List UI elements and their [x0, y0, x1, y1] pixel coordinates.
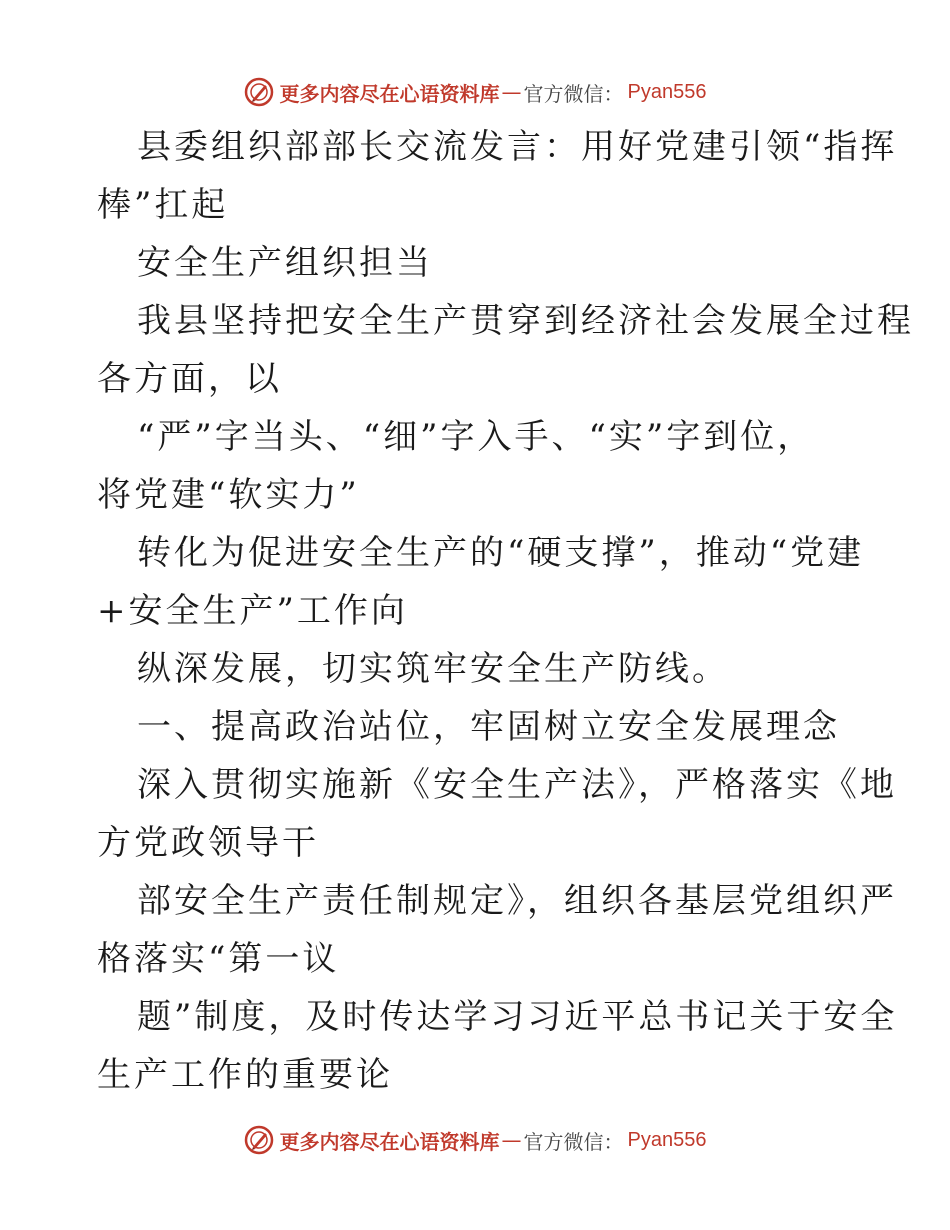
paragraph-line: 方党政领导干	[97, 823, 319, 863]
footer-banner	[0, 1120, 950, 1160]
paragraph-line: 深入贯彻实施新《安全生产法》，严格落实《地	[137, 765, 897, 805]
paragraph-line: 将党建“软实力”	[97, 475, 360, 515]
paragraph-line: 题”制度，及时传达学习习近平总书记关于安全	[137, 997, 898, 1037]
document-body	[97, 118, 914, 1104]
document-title-line-1: 县委组织部部长交流发言：用好党建引领“指挥	[137, 127, 898, 167]
pen-logo-icon	[244, 1125, 274, 1155]
paragraph-line: +安全生产”工作向	[97, 591, 408, 631]
banner-wechat-id: Pyan556	[627, 1128, 707, 1151]
paragraph-line: 纵深发展，切实筑牢安全生产防线。	[137, 649, 729, 689]
section-heading: 一、提高政治站位，牢固树立安全发展理念	[137, 707, 840, 747]
paragraph-line: “严”字当头、“细”字入手、“实”字到位，	[137, 417, 815, 457]
header-banner	[0, 72, 950, 112]
document-subtitle: 安全生产组织担当	[137, 243, 433, 283]
paragraph-line: 转化为促进安全生产的“硬支撑”，推动“党建	[137, 533, 865, 573]
pen-logo-icon	[244, 77, 274, 107]
banner-brand-text: 更多内容尽在心语资料库	[279, 81, 500, 106]
paragraph-line: 生产工作的重要论	[97, 1055, 393, 1095]
banner-wechat-label: 官方微信：	[523, 1129, 624, 1154]
banner-wechat-id: Pyan556	[627, 80, 707, 103]
banner-wechat-label: 官方微信：	[523, 81, 624, 106]
banner-separator: —	[501, 1128, 522, 1152]
banner-separator: —	[501, 80, 522, 104]
banner-brand-text: 更多内容尽在心语资料库	[279, 1129, 500, 1154]
paragraph-line: 部安全生产责任制规定》，组织各基层党组织严	[137, 881, 897, 921]
paragraph-line: 我县坚持把安全生产贯穿到经济社会发展全过程	[137, 301, 914, 341]
paragraph-line: 格落实“第一议	[97, 939, 340, 979]
paragraph-line: 各方面，以	[97, 359, 282, 399]
document-title-line-2: 棒”扛起	[97, 185, 229, 225]
